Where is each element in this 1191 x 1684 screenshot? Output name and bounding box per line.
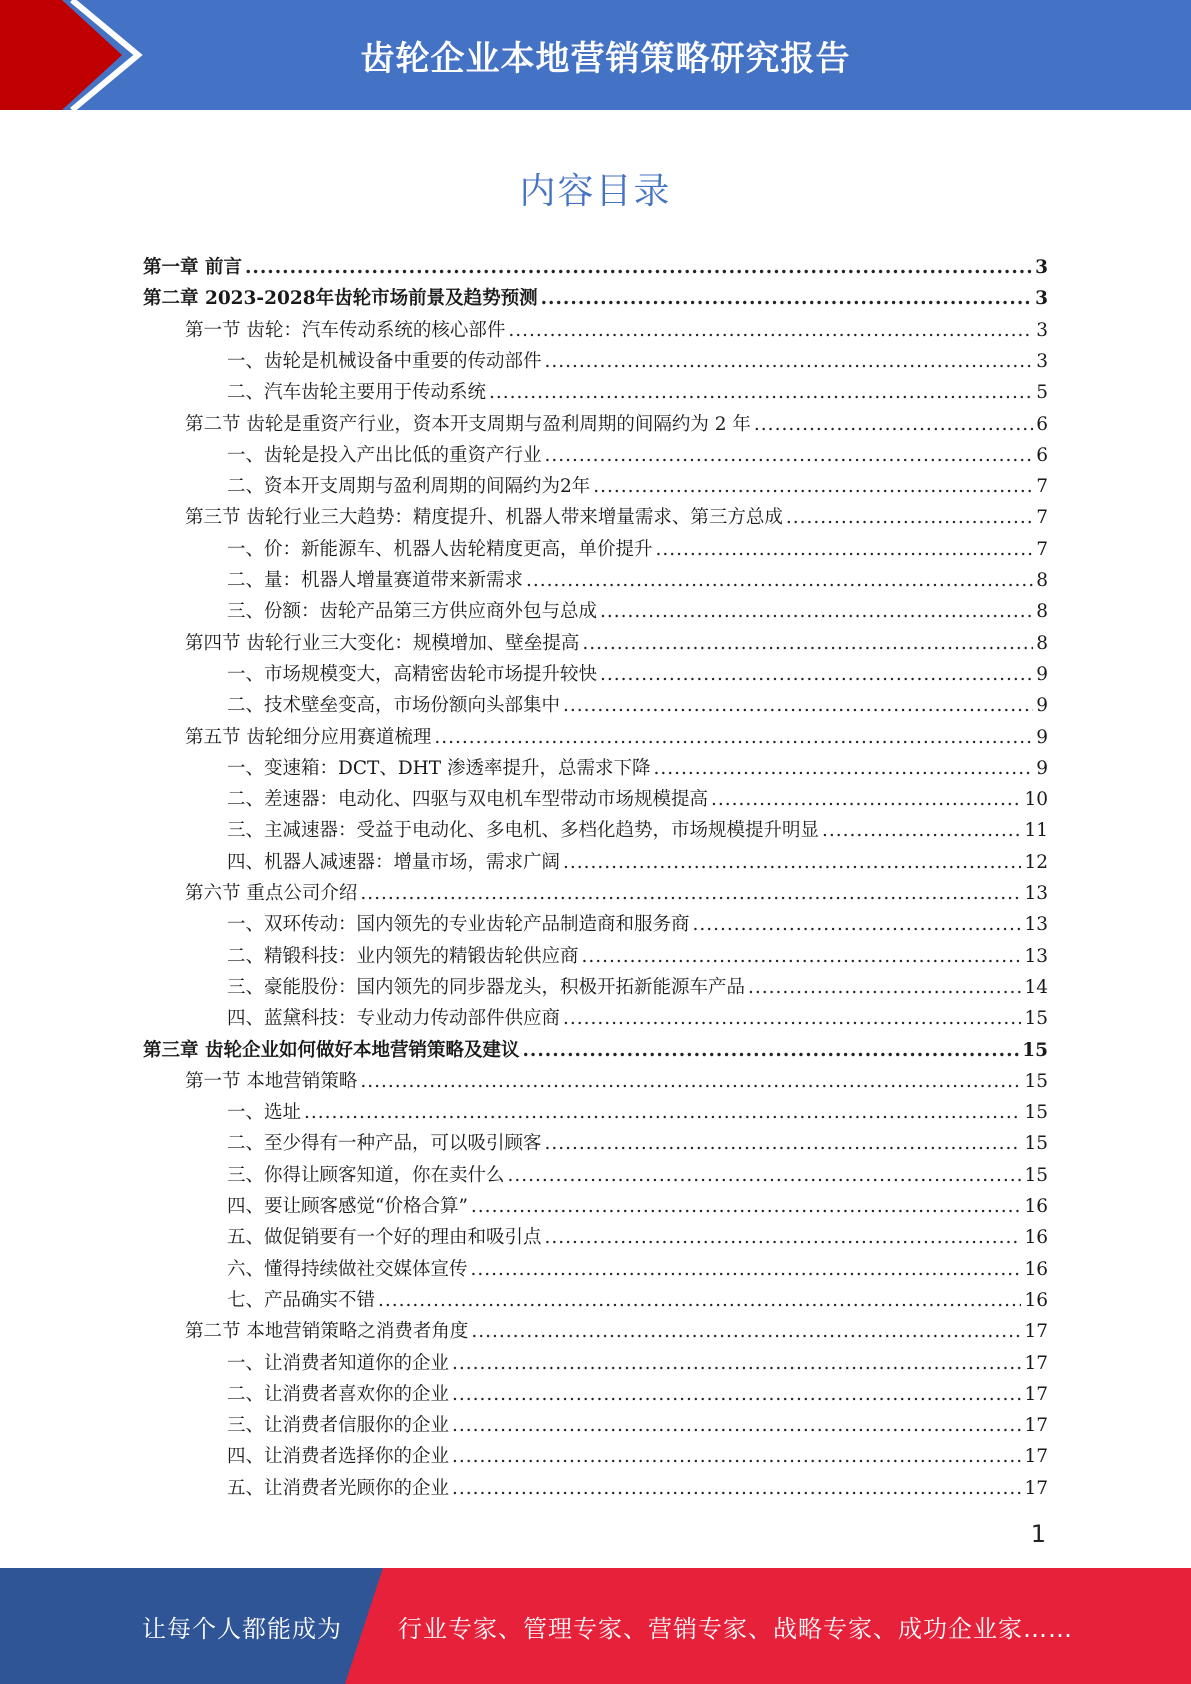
toc-entry-page: 15 (1024, 1133, 1048, 1155)
toc-dot-leader (754, 411, 1033, 439)
toc-entry-title: 一、齿轮是机械设备中重要的传动部件 (227, 350, 542, 372)
toc-entry[interactable] (227, 1475, 1048, 1503)
toc-entry-page: 11 (1024, 820, 1048, 842)
toc-dot-leader (563, 692, 1033, 720)
toc-entry-page: 14 (1024, 976, 1048, 998)
toc-entry-page: 8 (1036, 632, 1048, 654)
toc-entry-title: 四、让消费者选择你的企业 (227, 1446, 450, 1468)
toc-entry-page: 16 (1024, 1258, 1048, 1280)
toc-entry-page: 16 (1024, 1196, 1048, 1217)
toc-entry-page: 6 (1036, 413, 1048, 435)
toc-entry-title: 一、齿轮是投入产出比低的重资产行业 (227, 444, 542, 466)
toc-entry-title: 三、豪能股份：国内领先的同步器龙头，积极开拓新能源车产品 (227, 976, 746, 998)
toc-entry-title: 三、份额：齿轮产品第三方供应商外包与总成 (227, 601, 598, 623)
toc-entry-page: 7 (1036, 476, 1048, 498)
toc-dot-leader (452, 1412, 1021, 1440)
toc-entry-title: 二、量：机器人增量赛道带来新需求 (227, 570, 524, 591)
toc-entry-page: 3 (1035, 288, 1048, 310)
toc-entry[interactable] (143, 1037, 1048, 1065)
toc-entry[interactable] (227, 755, 1048, 783)
toc-entry-page: 5 (1036, 382, 1048, 404)
toc-entry[interactable] (227, 598, 1048, 626)
toc-entry-page: 3 (1035, 257, 1048, 278)
toc-entry-page: 10 (1024, 789, 1048, 811)
toc-entry-page: 15 (1024, 1164, 1048, 1186)
toc-entry[interactable] (227, 943, 1048, 971)
toc-entry[interactable] (227, 1381, 1048, 1409)
toc-entry[interactable] (227, 348, 1048, 376)
toc-dot-leader (526, 567, 1033, 595)
toc-entry-title: 第二节 齿轮是重资产行业，资本开支周期与盈利周期的间隔约为 2 年 (185, 413, 751, 435)
toc-entry-page: 3 (1036, 350, 1048, 372)
toc-entry[interactable] (227, 1350, 1048, 1378)
toc-entry[interactable] (227, 974, 1048, 1002)
toc-entry-page: 17 (1024, 1415, 1048, 1437)
toc-entry-page: 13 (1024, 883, 1048, 904)
toc-dot-leader (304, 1099, 1021, 1127)
toc-entry-title: 第一章 前言 (143, 257, 242, 278)
toc-entry-page: 9 (1036, 726, 1048, 748)
toc-entry-title: 二、精锻科技：业内领先的精锻齿轮供应商 (227, 945, 579, 967)
toc-entry-title: 第六节 重点公司介绍 (185, 883, 358, 904)
toc-entry-page: 6 (1036, 444, 1048, 466)
toc-entry[interactable] (227, 692, 1048, 720)
toc-entry-page: 9 (1036, 663, 1048, 685)
toc-entry-title: 一、让消费者知道你的企业 (227, 1352, 450, 1374)
toc-dot-leader (582, 943, 1022, 971)
toc-entry-page: 12 (1024, 851, 1048, 873)
toc-entry-title: 一、变速箱：DCT、DHT 渗透率提升，总需求下降 (227, 757, 651, 779)
toc-entry-title: 一、市场规模变大，高精密齿轮市场提升较快 (227, 663, 598, 685)
toc-entry-page: 9 (1036, 757, 1048, 779)
toc-dot-leader (522, 1037, 1019, 1065)
toc-entry-title: 第二章 2023-2028年齿轮市场前景及趋势预测 (143, 288, 538, 310)
toc-entry-title: 三、你得让顾客知道，你在卖什么 (227, 1164, 505, 1186)
toc-entry-title: 第四节 齿轮行业三大变化：规模增加、壁垒提高 (185, 632, 580, 654)
toc-dot-leader (434, 724, 1033, 752)
toc-entry[interactable] (227, 1412, 1048, 1440)
toc-entry-title: 二、技术壁垒变高，市场份额向头部集中 (227, 695, 561, 717)
toc-entry-page: 15 (1024, 1008, 1048, 1030)
toc-entry-title: 二、资本开支周期与盈利周期的间隔约为2年 (227, 476, 591, 498)
footer-band (0, 1568, 1191, 1684)
toc-entry[interactable] (227, 1443, 1048, 1471)
toc-entry-title: 四、要让顾客感觉“价格合算” (227, 1196, 468, 1217)
toc-entry-title: 六、懂得持续做社交媒体宣传 (227, 1258, 468, 1280)
toc-dot-leader (471, 1318, 1021, 1346)
toc-entry[interactable] (227, 1162, 1048, 1190)
toc-dot-leader (452, 1381, 1021, 1409)
toc-dot-leader (711, 786, 1021, 814)
toc-dot-leader (600, 598, 1033, 626)
toc-entry[interactable] (227, 567, 1048, 595)
report-title: 齿轮企业本地营销策略研究报告 (360, 38, 851, 79)
toc-dot-leader (508, 1162, 1022, 1190)
toc-entry-title: 三、主减速器：受益于电动化、多电机、多档化趋势，市场规模提升明显 (227, 820, 820, 842)
toc-dot-leader (563, 849, 1021, 877)
toc-entry[interactable] (227, 911, 1048, 939)
toc-entry-page: 17 (1024, 1321, 1048, 1343)
toc-entry-page: 17 (1024, 1477, 1048, 1499)
toc-dot-leader (471, 1256, 1022, 1284)
toc-dot-leader (452, 1350, 1021, 1378)
toc-entry-title: 第二节 本地营销策略之消费者角度 (185, 1321, 469, 1343)
toc-entry-page: 3 (1036, 319, 1048, 341)
toc-entry-page: 9 (1036, 695, 1048, 717)
header-band (0, 0, 1191, 110)
toc-entry-title: 四、蓝黛科技：专业动力传动部件供应商 (227, 1008, 561, 1030)
toc-entry-title: 三、让消费者信服你的企业 (227, 1415, 450, 1437)
toc-dot-leader (471, 1193, 1022, 1221)
toc-entry-page: 13 (1024, 914, 1048, 936)
toc-entry[interactable] (185, 1068, 1048, 1096)
toc-entry-page: 17 (1024, 1383, 1048, 1405)
toc-entry[interactable] (143, 285, 1048, 313)
toc-entry[interactable] (185, 411, 1048, 439)
toc-dot-leader (360, 880, 1021, 908)
toc-dot-leader (822, 817, 1021, 845)
toc-dot-leader (545, 442, 1034, 470)
toc-entry-title: 二、至少得有一种产品，可以吸引顾客 (227, 1133, 542, 1155)
toc-dot-leader (593, 473, 1033, 501)
toc-entry[interactable] (227, 849, 1048, 877)
toc-entry[interactable] (143, 254, 1048, 282)
toc-dot-leader (452, 1475, 1021, 1503)
toc-dot-leader (508, 317, 1033, 345)
toc-dot-leader (360, 1068, 1021, 1096)
toc-dot-leader (545, 348, 1034, 376)
toc-entry-title: 七、产品确实不错 (227, 1289, 376, 1311)
toc-entry-title: 二、差速器：电动化、四驱与双电机车型带动市场规模提高 (227, 789, 709, 811)
toc-entry-title: 五、让消费者光顾你的企业 (227, 1477, 450, 1499)
toc-entry-page: 17 (1024, 1352, 1048, 1374)
toc-entry[interactable] (227, 1005, 1048, 1033)
toc-entry-title: 第一节 本地营销策略 (185, 1070, 358, 1092)
toc-entry-page: 7 (1036, 538, 1048, 560)
toc-entry-title: 一、选址 (227, 1102, 302, 1124)
toc-entry[interactable] (227, 817, 1048, 845)
toc-title: 内容目录 (519, 171, 672, 212)
toc-entry[interactable] (185, 630, 1048, 658)
toc-entry[interactable] (227, 1099, 1048, 1127)
toc-entry-page: 8 (1036, 601, 1048, 623)
toc-dot-leader (541, 285, 1033, 313)
toc-dot-leader (693, 911, 1022, 939)
toc-entry[interactable] (227, 1193, 1048, 1221)
toc-entry[interactable] (227, 1256, 1048, 1284)
toc-entry[interactable] (227, 536, 1048, 564)
toc-entry[interactable] (227, 786, 1048, 814)
toc-dot-leader (654, 755, 1034, 783)
toc-entry[interactable] (227, 379, 1048, 407)
toc-entry[interactable] (227, 1287, 1048, 1315)
toc-entry-title: 一、价：新能源车、机器人齿轮精度更高，单价提升 (227, 538, 653, 560)
toc-entry[interactable] (185, 1318, 1048, 1346)
toc-entry-title: 四、机器人减速器：增量市场，需求广阔 (227, 851, 561, 873)
toc-entry-title: 第三章 齿轮企业如何做好本地营销策略及建议 (143, 1039, 520, 1061)
toc-entry[interactable] (185, 880, 1048, 908)
toc-dot-leader (748, 974, 1021, 1002)
toc-entry-page: 8 (1036, 570, 1048, 591)
footer-slogan-right: 行业专家、管理专家、营销专家、战略专家、成功企业家…… (398, 1614, 1073, 1643)
toc-entry-title: 五、做促销要有一个好的理由和吸引点 (227, 1227, 542, 1249)
toc-entry-page: 16 (1024, 1227, 1048, 1249)
toc-entry-page: 15 (1022, 1039, 1048, 1061)
toc-dot-leader (489, 379, 1033, 407)
toc-dot-leader (452, 1443, 1021, 1471)
toc-entry-page: 13 (1024, 945, 1048, 967)
toc-entry[interactable] (227, 661, 1048, 689)
toc-entry-title: 第一节 齿轮：汽车传动系统的核心部件 (185, 319, 506, 341)
toc-entry-title: 二、让消费者喜欢你的企业 (227, 1383, 450, 1405)
toc-entry[interactable] (227, 1130, 1048, 1158)
toc-entry[interactable] (227, 442, 1048, 470)
toc-entry-page: 16 (1024, 1289, 1048, 1311)
toc-entry[interactable] (185, 724, 1048, 752)
toc-entry[interactable] (227, 1224, 1048, 1252)
toc-entry-title: 一、双环传动：国内领先的专业齿轮产品制造商和服务商 (227, 914, 690, 936)
page-number: 1 (1030, 1520, 1046, 1548)
toc-entry-page: 7 (1036, 507, 1048, 529)
toc-dot-leader (563, 1005, 1021, 1033)
toc-dot-leader (545, 1130, 1022, 1158)
toc-entry-title: 第五节 齿轮细分应用赛道梳理 (185, 726, 432, 748)
toc-dot-leader (378, 1287, 1021, 1315)
toc-entry[interactable] (227, 473, 1048, 501)
toc-entry[interactable] (185, 504, 1048, 532)
toc-dot-leader (656, 536, 1034, 564)
toc-dot-leader (245, 254, 1032, 282)
toc-dot-leader (600, 661, 1033, 689)
toc-entry-page: 17 (1024, 1446, 1048, 1468)
toc-entry-title: 二、汽车齿轮主要用于传动系统 (227, 382, 487, 404)
footer-slogan-left: 让每个人都能成为 (142, 1614, 342, 1643)
toc-entry-title: 第三节 齿轮行业三大趋势：精度提升、机器人带来增量需求、第三方总成 (185, 507, 783, 529)
toc-dot-leader (545, 1224, 1022, 1252)
toc-entry-page: 15 (1024, 1070, 1048, 1092)
toc-entry[interactable] (185, 317, 1048, 345)
toc-entry-page: 15 (1024, 1102, 1048, 1124)
toc-dot-leader (786, 504, 1033, 532)
toc-dot-leader (582, 630, 1033, 658)
